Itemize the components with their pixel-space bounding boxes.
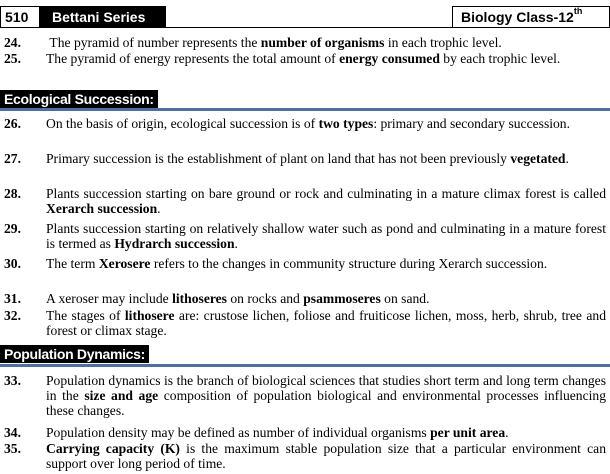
item-text-part: refers to the changes in community structure during Xerarch succession. — [150, 256, 548, 271]
item-number: 24. — [4, 35, 21, 50]
page-number: 510 — [0, 6, 40, 28]
item-text-bold: number of organisms — [260, 35, 385, 50]
item-text-bold: Xerarch succession — [46, 201, 158, 216]
item-text-bold: vegetated — [510, 151, 566, 166]
item-text-bold: two types — [318, 116, 374, 131]
series-title: Bettani Series — [40, 6, 166, 28]
item-text-part: Primary succession is the establishment of plant on land that has not been previously — [46, 151, 511, 166]
item-number: 32. — [4, 308, 21, 323]
item-text-part: Population dynamics is the branch of biological sciences that studies short term and long term changes in the — [46, 373, 606, 403]
item-text — [46, 35, 606, 50]
item-text-bold: size and age — [84, 388, 159, 403]
item-text-bold: Carrying capacity (K) — [46, 441, 180, 456]
item-number: 26. — [4, 116, 21, 131]
item-text-part: in each trophic level. — [384, 35, 502, 50]
item-text-part: by each trophic level. — [439, 51, 561, 66]
item-number: 27. — [4, 151, 21, 166]
item-text — [46, 186, 606, 216]
item-text-part: Population density may be defined as number of individual organisms — [46, 425, 431, 440]
item-text-part: composition of population biological and environmental processes influencing these changes. — [46, 388, 606, 418]
item-number: 33. — [4, 373, 21, 388]
item-text-part: . — [234, 236, 238, 251]
class-label — [452, 6, 610, 28]
item-text-bold: lithoseres — [172, 291, 227, 306]
class-label-text: Biology Class-12 — [461, 9, 574, 25]
item-text-part: A xeroser may include — [46, 291, 173, 306]
item-text — [46, 308, 606, 338]
item-text-bold: lithosere — [124, 308, 175, 323]
item-text — [46, 291, 606, 306]
list-item — [0, 51, 610, 82]
item-text — [46, 441, 606, 471]
item-number: 30. — [4, 256, 21, 271]
item-text-bold: psammoseres — [303, 291, 381, 306]
list-item — [0, 35, 610, 50]
item-text-part: is the maximum stable population size that a particular environment can support over long period of time. — [46, 441, 607, 471]
item-number: 35. — [4, 441, 21, 456]
item-text — [46, 425, 606, 440]
item-text-bold: per unit area — [430, 425, 506, 440]
item-text — [46, 51, 606, 66]
item-text-part: On the basis of origin, ecological succession is of — [46, 116, 319, 131]
header-divider — [166, 27, 452, 28]
item-number: 29. — [4, 221, 21, 236]
class-label-superscript: th — [573, 6, 583, 17]
item-text-bold: Xerosere — [98, 256, 151, 271]
item-text — [46, 256, 606, 271]
item-text-part: . — [505, 425, 509, 440]
item-text-part: Plants succession starting on relatively shallow water such as pond and culminating in a mature forest is termed as — [46, 221, 606, 251]
item-number: 34. — [4, 425, 21, 440]
item-text-bold: Hydrarch succession — [114, 236, 235, 251]
section-heading-population-dynamics: Population Dynamics: — [0, 345, 149, 363]
item-text-part: : primary and secondary succession. — [373, 116, 570, 131]
item-text-bold: energy consumed — [339, 51, 440, 66]
item-text-part: Plants succession starting on bare ground or rock and culminating in a mature climax forest is called — [46, 186, 606, 201]
item-text-part: on sand. — [380, 291, 430, 306]
section-rule — [0, 364, 610, 367]
item-text — [46, 373, 606, 418]
item-text-part: The term — [46, 256, 99, 271]
section-rule — [0, 108, 610, 111]
item-number: 31. — [4, 291, 21, 306]
item-text — [46, 116, 606, 131]
section-heading-ecological-succession: Ecological Succession: — [0, 90, 158, 108]
page-header — [0, 6, 610, 28]
item-number: 25. — [4, 51, 21, 66]
item-text — [46, 221, 606, 251]
item-text-part: The pyramid of number represents the — [49, 35, 261, 50]
item-text-part: . — [157, 201, 161, 216]
item-text — [46, 151, 606, 166]
item-text-part: are: crustose lichen, foliose and fruiticose lichen, moss, herb, shrub, tree and forest or climax stage. — [46, 308, 607, 338]
item-text-part: on rocks and — [226, 291, 304, 306]
item-text-part: The stages of — [46, 308, 125, 323]
item-text-part: . — [565, 151, 569, 166]
item-number: 28. — [4, 186, 21, 201]
item-text-part: The pyramid of energy represents the total amount of — [46, 51, 340, 66]
